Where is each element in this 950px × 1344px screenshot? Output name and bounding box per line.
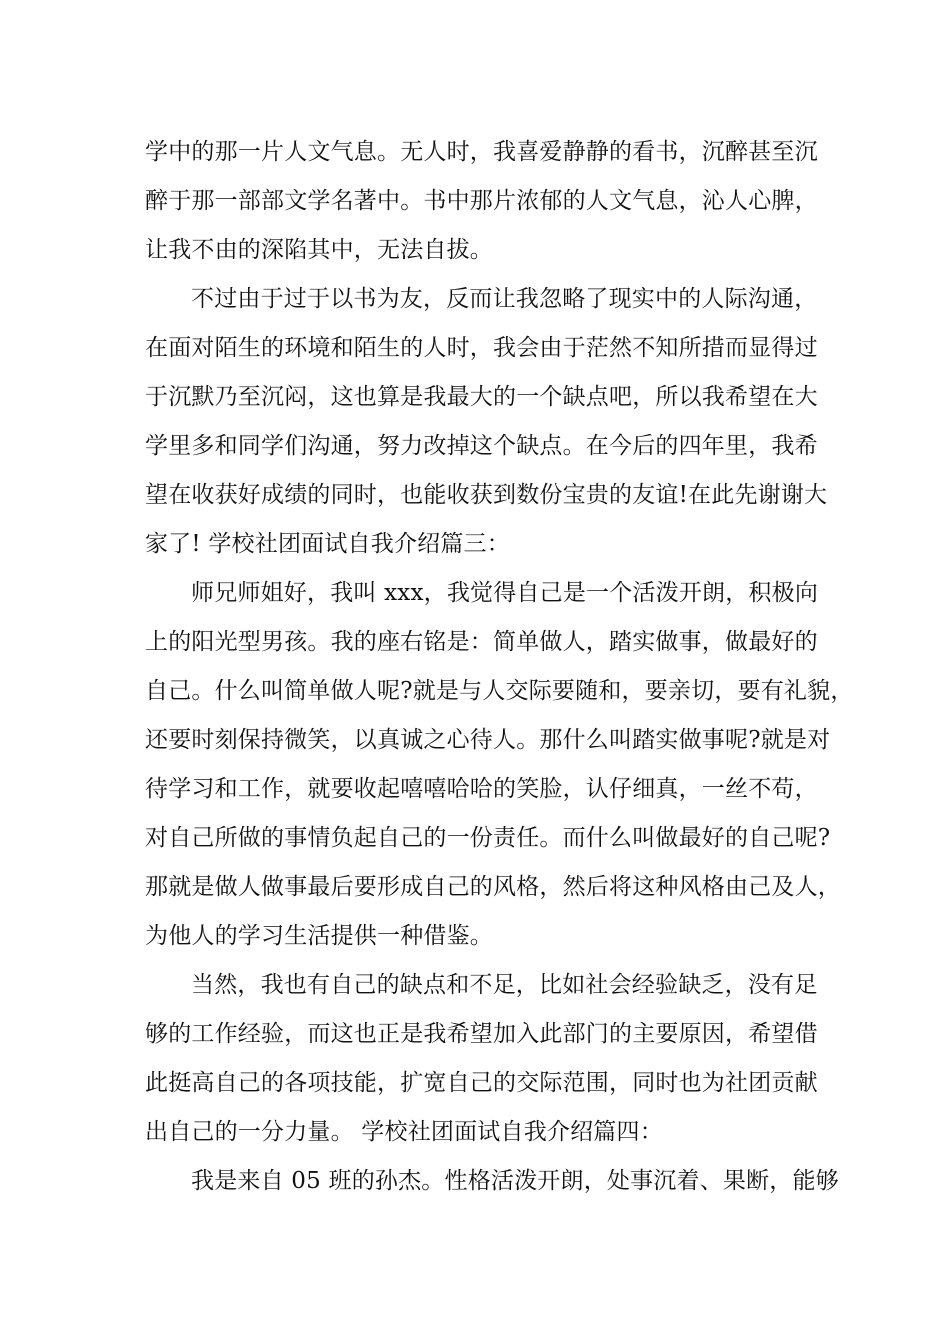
text-line: 自己。什么叫简单做人呢?就是与人交际要随和，要亲切，要有礼貌，: [145, 678, 854, 704]
text-line: 还要时刻保持微笑，以真诚之心待人。那什么叫踏实做事呢?就是对: [145, 727, 831, 753]
paragraph-start-line: 我是来自 05 班的孙杰。性格活泼开朗，处事沉着、果断，能够: [191, 1168, 839, 1194]
document-body: [145, 128, 854, 1206]
text-line: 对自己所做的事情负起自己的一份责任。而什么叫做最好的自己呢?: [145, 825, 831, 851]
text-line: 家了! 学校社团面试自我介绍篇三：: [145, 531, 510, 557]
paragraph-start-line: 不过由于过于以书为友，反而让我忽略了现实中的人际沟通，: [191, 286, 818, 312]
text-line: 够的工作经验，而这也正是我希望加入此部门的主要原因，希望借: [145, 1021, 818, 1047]
paragraph-start-line: 当然，我也有自己的缺点和不足，比如社会经验缺乏，没有足: [191, 972, 818, 998]
text-line: 让我不由的深陷其中，无法自拔。: [145, 237, 493, 263]
text-line: 为他人的学习生活提供一种借鉴。: [145, 923, 493, 949]
text-line: 那就是做人做事最后要形成自己的风格，然后将这种风格由己及人，: [145, 874, 841, 900]
text-line: 于沉默乃至沉闷，这也算是我最大的一个缺点吧，所以我希望在大: [145, 384, 818, 410]
text-line: 学里多和同学们沟通，努力改掉这个缺点。在今后的四年里，我希: [145, 433, 818, 459]
text-line: 醉于那一部部文学名著中。书中那片浓郁的人文气息，沁人心脾，: [145, 188, 818, 214]
text-line: 学中的那一片人文气息。无人时，我喜爱静静的看书，沉醉甚至沉: [145, 139, 818, 165]
text-line: 望在收获好成绩的同时，也能收获到数份宝贵的友谊!在此先谢谢大: [145, 482, 828, 508]
paragraph-start-line: 师兄师姐好，我叫 xxx，我觉得自己是一个活泼开朗，积极向: [191, 580, 819, 606]
text-line: 出自己的一分力量。 学校社团面试自我介绍篇四：: [145, 1119, 663, 1145]
text-line: 上的阳光型男孩。我的座右铭是：简单做人，踏实做事，做最好的: [145, 629, 818, 655]
text-line: 待学习和工作，就要收起嘻嘻哈哈的笑脸，认仔细真，一丝不苟，: [145, 776, 818, 802]
text-line: 在面对陌生的环境和陌生的人时，我会由于茫然不知所措而显得过: [145, 335, 818, 361]
text-line: 此挺高自己的各项技能，扩宽自己的交际范围，同时也为社团贡献: [145, 1070, 818, 1096]
